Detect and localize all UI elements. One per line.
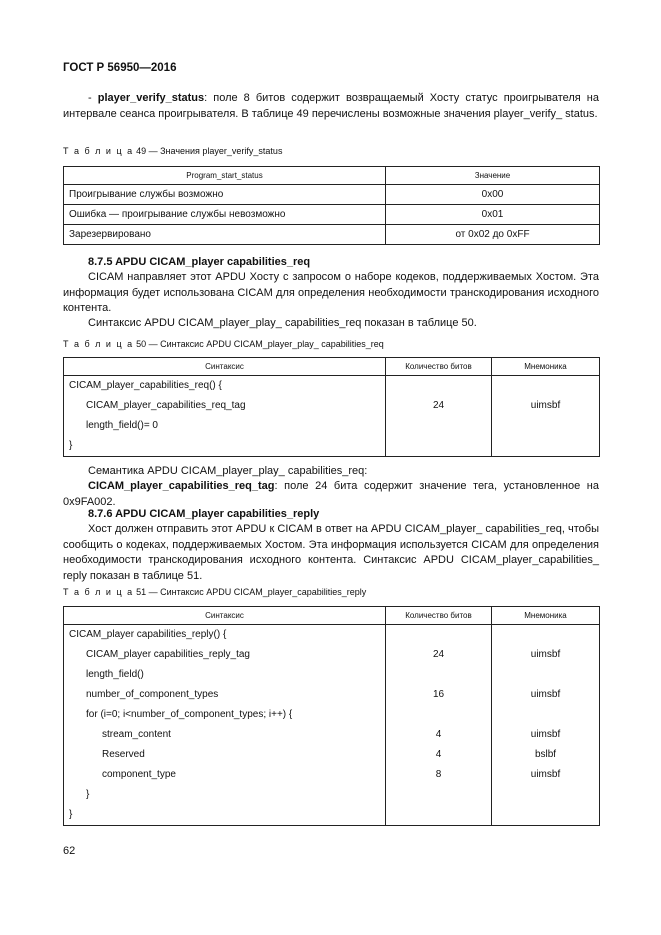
table50-bits-cell: [386, 376, 492, 457]
bits-value: [391, 665, 486, 685]
table50-label: Т а б л и ц а: [63, 339, 134, 349]
document-code-header: ГОСТ Р 56950—2016: [63, 62, 177, 74]
syntax-line: }: [69, 809, 73, 820]
table51: [63, 606, 600, 826]
semantics-intro: Семантика APDU CICAM_player_play_ capabilities_req:: [88, 465, 368, 477]
mnemonic-value: [497, 705, 594, 725]
table51-caption-text: 51 — Синтаксис APDU CICAM_player_capabilities_reply: [133, 587, 367, 597]
table51-caption: [63, 587, 366, 597]
intro-term: player_verify_status: [97, 92, 205, 104]
semantics-paragraph: [63, 479, 599, 510]
intro-text: : поле 8 битов содержит возвращаемый Хосту статус проигрывателя на интервале сеанса проигрывателя. В таблице 49 перечислены возможные значения player_verify_ status.: [63, 92, 599, 120]
table-row: [64, 225, 600, 245]
table49: [63, 166, 600, 245]
table49-cell: Проигрывание службы возможно: [64, 185, 386, 205]
syntax-line: stream_content: [102, 729, 171, 740]
bits-value: [391, 625, 486, 645]
mnemonic-value: [497, 625, 594, 645]
syntax-line: CICAM_player capabilities_reply_tag: [86, 649, 250, 660]
bits-value: 24: [432, 649, 445, 660]
syntax-line: }: [86, 789, 90, 800]
syntax-line: component_type: [102, 769, 176, 780]
table49-cell: от 0x02 до 0xFF: [386, 225, 600, 245]
semantics-term: CICAM_player_capabilities_req_tag: [88, 480, 275, 492]
table-row: [64, 205, 600, 225]
table50-header-mnemonic: Мнемоника: [492, 358, 600, 376]
page-number: 62: [63, 845, 76, 857]
mnemonic-value: [497, 805, 594, 825]
table50-mnemonic-cell: [492, 376, 600, 457]
table50-header-syntax: Синтаксис: [64, 358, 386, 376]
table50-header-bits: Количество битов: [386, 358, 492, 376]
table50-caption: [63, 339, 384, 349]
table49-cell: 0x01: [386, 205, 600, 225]
syntax-line: number_of_component_types: [86, 689, 219, 700]
syntax-line: length_field()= 0: [86, 420, 158, 431]
table51-header-mnemonic: Мнемоника: [492, 607, 600, 625]
table49-header-value: Значение: [386, 167, 600, 185]
bits-value: 8: [435, 769, 442, 780]
mnemonic-value: uimsbf: [530, 400, 561, 411]
bits-value: 4: [435, 729, 442, 740]
table-row: [64, 376, 600, 457]
mnemonic-value: uimsbf: [530, 769, 561, 780]
bits-value: [391, 705, 486, 725]
intro-paragraph: [63, 91, 599, 122]
table49-label: Т а б л и ц а: [63, 146, 134, 156]
section-876-heading: 8.7.6 APDU CICAM_player capabilities_reply: [88, 508, 320, 520]
table50: [63, 357, 600, 457]
table49-cell: 0x00: [386, 185, 600, 205]
section-875-paragraph-2: Синтаксис APDU CICAM_player_play_ capabilities_req показан в таблице 50.: [88, 317, 477, 329]
table50-caption-text: 50 — Синтаксис APDU CICAM_player_play_ capabilities_req: [133, 339, 384, 349]
mnemonic-value: [497, 665, 594, 685]
table51-header-bits: Количество битов: [386, 607, 492, 625]
semantics-text: : поле 24 бита содержит значение тега, установленное на 0x9FA002.: [63, 480, 599, 508]
table50-syntax-cell: [64, 376, 386, 457]
syntax-line: for (i=0; i<number_of_component_types; i++) {: [86, 709, 293, 720]
syntax-line: length_field(): [86, 669, 144, 680]
table51-bits-cell: [386, 625, 492, 826]
table51-mnemonic-cell: [492, 625, 600, 826]
syntax-line: }: [69, 440, 73, 451]
intro-dash: -: [88, 92, 98, 104]
bits-value: 24: [432, 400, 445, 411]
mnemonic-value: uimsbf: [530, 649, 561, 660]
section-876-paragraph: Хост должен отправить этот APDU к CICAM в ответ на APDU CICAM_player_ capabilities_req, чтобы сообщить о кодеках, поддерживаемых Хостом. Эта информация используется CICAM для определения необходимости транскодирования исходного контента. Синтаксис APDU CICAM_player_capabilities_ reply показан в таблице 51.: [63, 523, 599, 582]
table-row: [64, 185, 600, 205]
table-row: [64, 625, 600, 826]
section-875-heading: 8.7.5 APDU CICAM_player capabilities_req: [88, 256, 311, 268]
mnemonic-value: uimsbf: [530, 689, 561, 700]
bits-value: 4: [435, 749, 442, 760]
syntax-line: Reserved: [102, 749, 145, 760]
syntax-line: CICAM_player_capabilities_req() {: [69, 380, 222, 391]
syntax-line: CICAM_player capabilities_reply() {: [69, 629, 227, 640]
mnemonic-value: [497, 785, 594, 805]
mnemonic-value: uimsbf: [530, 729, 561, 740]
table49-cell: Зарезервировано: [64, 225, 386, 245]
section-875-paragraph-1: CICAM направляет этот APDU Хосту с запросом о наборе кодеков, поддерживаемых Хостом. Эта информация будет использована CICAM для определения необходимости транскодирования исходного контента.: [63, 271, 599, 314]
table51-syntax-cell: [64, 625, 386, 826]
table51-label: Т а б л и ц а: [63, 587, 134, 597]
table49-caption-text: 49 — Значения player_verify_status: [133, 146, 283, 156]
table49-header-status: Program_start_status: [64, 167, 386, 185]
table51-header-syntax: Синтаксис: [64, 607, 386, 625]
mnemonic-value: bslbf: [534, 749, 557, 760]
syntax-line: CICAM_player_capabilities_req_tag: [86, 400, 246, 411]
bits-value: 16: [432, 689, 445, 700]
table49-caption: [63, 146, 282, 156]
bits-value: [391, 785, 486, 805]
table49-cell: Ошибка — проигрывание службы невозможно: [64, 205, 386, 225]
bits-value: [391, 805, 486, 825]
